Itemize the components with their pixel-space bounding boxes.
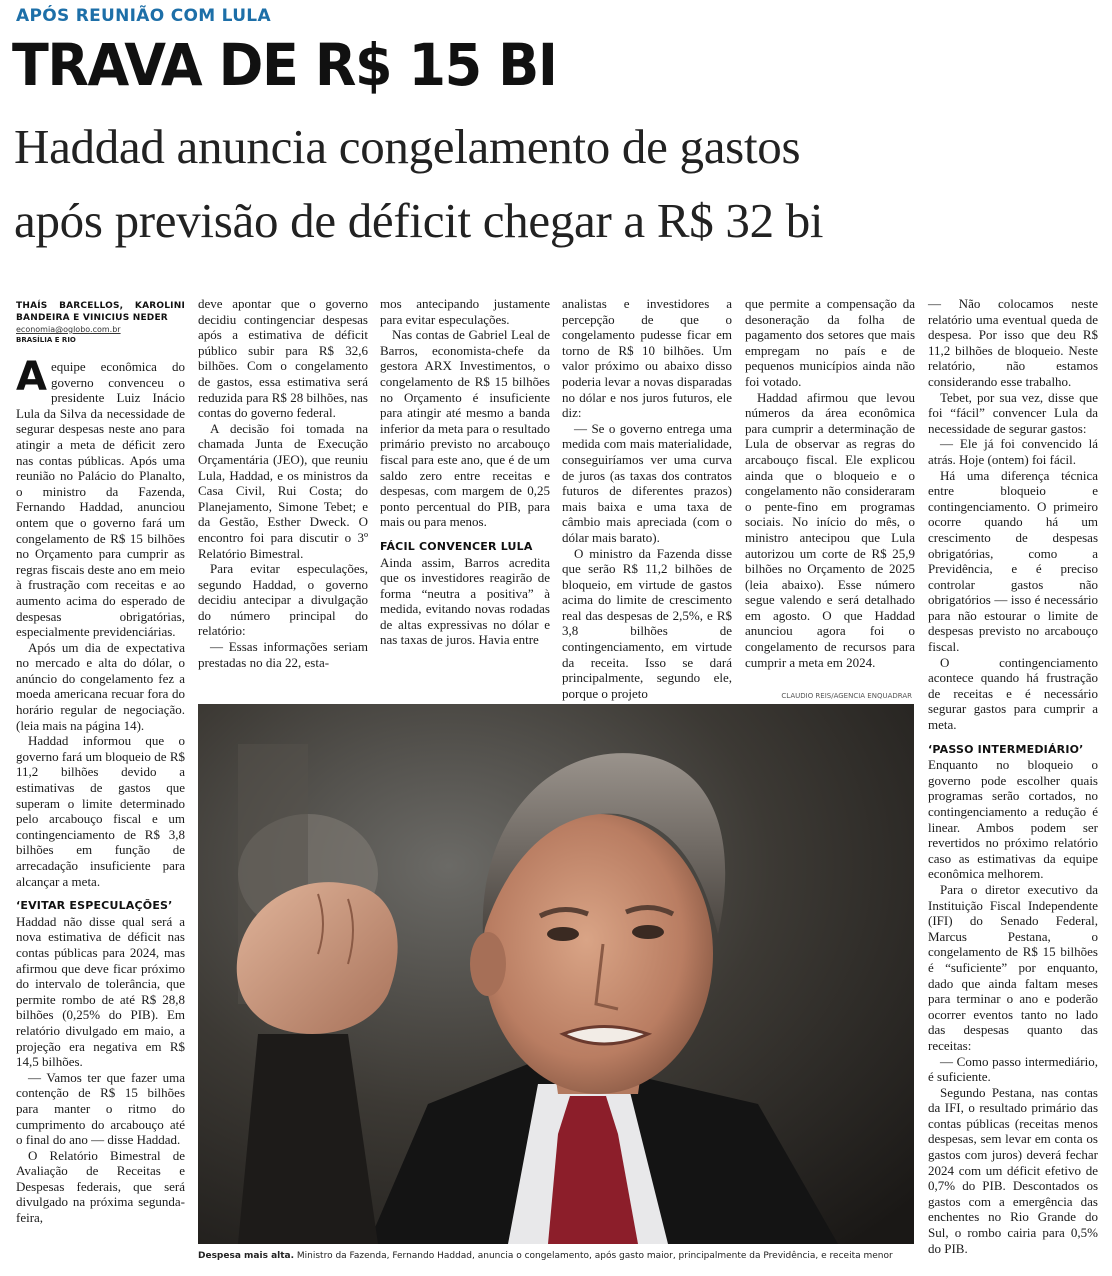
paragraph: analistas e investidores a percepção de que o congelamento pudesse ficar em torno de R$ 10 bilhões. Um valor próximo ou abaixo disso poderia levar a novas disparadas no dólar e nos juros futuros, ele diz: <box>562 296 732 421</box>
article-column-4 <box>562 296 732 701</box>
lead-text: equipe econômica do governo convenceu o presidente Luiz Inácio Lula da Silva da necessidade de segurar despesas neste ano para atingir a meta de déficit zero nas contas públicas. Após uma reunião no Palácio do Planalto, o ministro da Fazenda, Fernando Haddad, anunciou ontem que o governo fará um congelamento de R$ 15 bilhões no Orçamento para cumprir as regras fiscais deste ano em meio à frustração com receitas e ao aumento acima do esperado de despesas obrigatórias, especialmente previdenciárias. <box>16 359 185 640</box>
article-column-6 <box>928 296 1098 1272</box>
section-heading-facil: FÁCIL CONVENCER LULA <box>380 539 533 553</box>
drop-cap: A <box>16 354 47 400</box>
paragraph: — Essas informações seriam prestadas no dia 22, esta- <box>198 639 368 670</box>
subheadline-line-1: Haddad anuncia congelamento de gastos <box>14 119 801 174</box>
paragraph: Nas contas de Gabriel Leal de Barros, economista-chefe da gestora ARX Investimentos, o congelamento de R$ 15 bilhões no Orçamento é insuficiente para atingir até mesmo a banda inferior da meta para o resultado primário previsto no arcabouço fiscal para este ano, que é de um saldo zero entre receitas e despesas, com margem de 0,25 ponto percentual do PIB, para mais ou para menos. <box>380 327 550 530</box>
section-heading-evitar: ‘EVITAR ESPECULAÇÕES’ <box>16 899 173 913</box>
paragraph: — Vamos ter que fazer uma contenção de R$ 15 bilhões para manter o ritmo do cumprimento do arcabouço até o final do ano — disse Haddad. <box>16 1069 185 1148</box>
news-photo <box>198 704 914 1244</box>
headline: TRAVA DE R$ 15 BI <box>12 31 557 99</box>
section-heading-passo: ‘PASSO INTERMEDIÁRIO’ <box>928 742 1084 756</box>
article-column-2 <box>198 296 368 688</box>
paragraph: O ministro da Fazenda disse que serão R$ 11,2 bilhões de bloqueio, em virtude de gastos acima do limite de crescimento real das despesas de 2,5%, e R$ 3,8 bilhões de contingenciamento, em virtude da receita. Isso se dará principalmente, segundo ele, porque o projeto <box>562 545 732 701</box>
paragraph: O contingenciamento acontece quando há frustração de receitas e é necessário segurar gastos para cumprir a meta. <box>928 654 1098 733</box>
paragraph: mos antecipando justamente para evitar especulações. <box>380 296 550 327</box>
paragraph: — Como passo intermediário, é suficiente. <box>928 1053 1098 1085</box>
paragraph: — Não colocamos neste relatório uma eventual queda de despesa. Por isso que deu R$ 11,2 bilhões de bloqueio. Neste relatório, não estamos considerando esse trabalho. <box>928 296 1098 389</box>
photo-illustration <box>198 704 914 1244</box>
paragraph: Haddad não disse qual será a nova estimativa de déficit nas contas públicas para 2024, mas afirmou que deve ficar próximo do intervalo de tolerância, que permite rombo de até R$ 28,8 bilhões (0,25% do PIB). Em relatório divulgado em maio, a projeção era negativa em R$ 14,5 bilhões. <box>16 913 185 1070</box>
paragraph: — Se o governo entrega uma medida com mais materialidade, conseguiríamos ver uma curva de juros (as taxas dos contratos futuros de diferentes prazos) mais baixa e uma taxa de câmbio mais apreciada (com o dólar mais barato). <box>562 420 732 545</box>
paragraph: Para o diretor executivo da Instituição Fiscal Independente (IFI) do Senado Federal, Marcus Pestana, o congelamento de R$ 15 bilhões é “suficiente” por enquanto, dado que ainda faltam meses para terminar o ano e poderão ocorrer eventos tanto no lado das despesas quanto das receitas: <box>928 881 1098 1053</box>
article-column-3 <box>380 296 550 688</box>
byline-authors: THAÍS BARCELLOS, KAROLINI BANDEIRA E VINICIUS NEDER <box>16 301 185 323</box>
paragraph: Há uma diferença técnica entre bloqueio e contingenciamento. O primeiro ocorre quando há um crescimento de despesas obrigatórias, como a Previdência, e é preciso controlar gastos não obrigatórios — isso é necessário para não estourar o limite de despesas previsto no arcabouço fiscal. <box>928 467 1098 655</box>
byline-location: BRASÍLIA E RIO <box>16 336 76 344</box>
byline-email[interactable]: economia@oglobo.com.br <box>16 325 121 334</box>
paragraph: Ainda assim, Barros acredita que os investidores reagirão de forma “neutra a positiva” à medida, evitando novas rodadas de altas expressivas no dólar e nas taxas de juros. Havia entre <box>380 554 550 648</box>
paragraph: A decisão foi tomada na chamada Junta de Execução Orçamentária (JEO), que reuniu Lula, Haddad, e os ministros da Casa Civil, Rui Costa; do Planejamento, Simone Tebet; e da Gestão, Esther Dweck. O encontro foi para discutir o 3º Relatório Bimestral. <box>198 420 368 561</box>
subheadline-line-2: após previsão de déficit chegar a R$ 32 bi <box>14 193 824 248</box>
kicker: APÓS REUNIÃO COM LULA <box>16 6 271 26</box>
lead-paragraph <box>16 354 185 640</box>
paragraph: Segundo Pestana, nas contas da IFI, o resultado primário das contas públicas (receitas menos despesas, sem levar em conta os gastos com juros) deverá fechar 2024 com um déficit efetivo de 0,7% do PIB. Descontados os gastos com a emergência das enchentes no Rio Grande do Sul, o rombo cairia para 0,5% do PIB. <box>928 1084 1098 1256</box>
article-column-5 <box>745 296 915 688</box>
caption-text: Ministro da Fazenda, Fernando Haddad, anuncia o congelamento, após gasto maior, principalmente da Previdência, e receita menor <box>294 1251 893 1261</box>
paragraph: Tebet, por sua vez, disse que foi “fácil” convencer Lula da necessidade de segurar gastos: <box>928 389 1098 436</box>
paragraph: Enquanto no bloqueio o governo pode escolher quais programas serão cortados, no contingenciamento a redução é linear. Ambos podem ser revertidos no próximo relatório caso as estimativas da equipe econômica melhorem. <box>928 757 1098 882</box>
paragraph: — Ele já foi convencido lá atrás. Hoje (ontem) foi fácil. <box>928 436 1098 467</box>
paragraph: Após um dia de expectativa no mercado e alta do dólar, o anúncio do congelamento fez a moeda americana recuar fora do horário regular de negociação. (leia mais na página 14). <box>16 639 185 733</box>
article-column-1 <box>16 300 185 1274</box>
photo-caption <box>198 1250 914 1262</box>
caption-lead: Despesa mais alta. <box>198 1251 295 1261</box>
paragraph: Haddad informou que o governo fará um bloqueio de R$ 11,2 bilhões devido a estimativas de gastos que superam o limite determinado pelo arcabouço fiscal e um contingenciamento de R$ 3,8 bilhões em função de arrecadação insuficiente para alcançar a meta. <box>16 733 185 889</box>
paragraph: que permite a compensação da desoneração da folha de pagamento dos setores que mais empregam no país e de pequenos municípios ainda não foi votado. <box>745 296 915 389</box>
paragraph: deve apontar que o governo decidiu contingenciar despesas após a estimativa de déficit público subir para R$ 32,6 bilhões. Com o congelamento de gastos, essa estimativa será reduzida para R$ 28 bilhões, nas contas do governo federal. <box>198 296 368 421</box>
photo-credit: CLAUDIO REIS/AGENCIA ENQUADRAR <box>781 692 912 700</box>
paragraph: Haddad afirmou que levou números da área econômica para cumprir a determinação de Lula de observar as regras do arcabouço fiscal. Ele explicou ainda que o bloqueio e o congelamento não consideraram o pente-fino em programas sociais. No início do mês, o ministro antecipou que Lula autorizou um corte de R$ 25,9 bilhões no Orçamento de 2025 (leia abaixo). Esse número segue valendo e será detalhado em agosto. O que Haddad anunciou agora foi o congelamento de recursos para cumprir a meta em 2024. <box>745 389 915 670</box>
paragraph: Para evitar especulações, segundo Haddad, o governo decidiu antecipar a divulgação do número principal do relatório: <box>198 561 368 639</box>
paragraph: O Relatório Bimestral de Avaliação de Receitas e Despesas federais, que será divulgado na próxima segunda-feira, <box>16 1147 185 1226</box>
